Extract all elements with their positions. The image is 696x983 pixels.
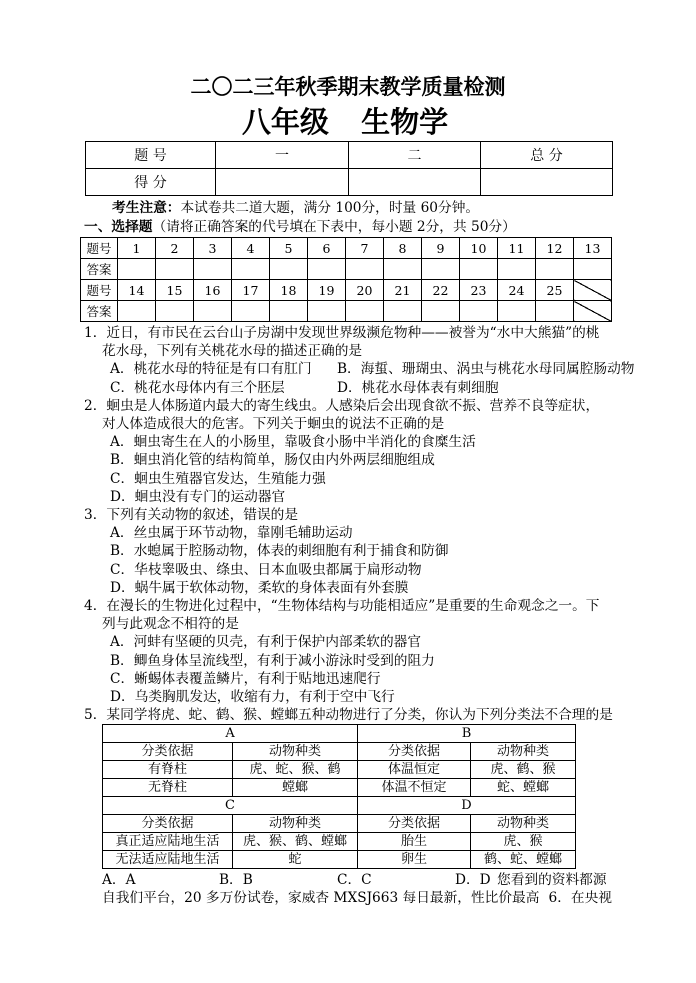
diagonal-slash-cell [574,301,612,322]
class-data-row [103,851,576,869]
class-data-row [103,779,576,797]
question-option: A．桃花水母的特征是有口有肛门 [110,361,312,377]
question-stem: 6．在央视 [548,890,612,906]
watermark-text: 您看到的资料都源 [497,872,607,888]
answer-blank-cell [574,259,612,280]
class-header-cell: 动物种类 [233,743,358,761]
group-label-cell: B [358,725,576,743]
section-one-instruction: （请将正确答案的代号填在下表中，每小题 2分，共 50分） [152,219,516,235]
score-table-header-row [86,142,613,169]
score-header-cell: 总 分 [481,142,613,169]
answer-blank-cell [308,259,346,280]
group-label-row [103,725,576,743]
group-label-cell: C [103,797,358,815]
class-basis-cell: 真正适应陆地生活 [103,833,233,851]
answer-number-cell: 9 [422,238,460,259]
question-option: A．河蚌有坚硬的贝壳，有利于保护内部柔软的器官 [110,634,422,650]
answer-blank-cell [422,259,460,280]
answer-number-cell: 13 [574,238,612,259]
class-header-cell: 分类依据 [358,743,471,761]
question-option: B．鲫鱼身体呈流线型，有利于减小游泳时受到的阻力 [110,653,435,669]
answer-blank-cell [118,259,156,280]
exam-title: 二〇二三年秋季期末教学质量检测 [190,74,506,99]
answer-number-cell: 20 [346,280,384,301]
score-header-cell: 二 [349,142,481,169]
question-stem: 4．在漫长的生物进化过程中，“生物体结构与功能相适应”是重要的生命观念之一。下 [84,598,600,614]
score-blank-cell [349,169,481,196]
class-animals-cell: 蛇 [233,851,358,869]
answer-table [80,237,612,322]
answer-number-cell: 16 [194,280,232,301]
answer-number-cell: 1 [118,238,156,259]
answer-blank-cell [194,259,232,280]
class-animals-cell: 鹤、蛇、螳螂 [471,851,576,869]
group-header-row [103,815,576,833]
answer-number-cell: 18 [270,280,308,301]
question-stem: 1．近日，有市民在云台山子房湖中发现世界级濒危物种——被誉为“水中大熊猫”的桃 [84,325,600,341]
class-animals-cell: 虎、鹤、猴 [471,761,576,779]
class-data-row [103,833,576,851]
answer-blank-cell [232,301,270,322]
answer-number-cell: 5 [270,238,308,259]
question-option: A．蛔虫寄生在人的小肠里，靠吸食小肠中半消化的食糜生活 [110,434,476,450]
answer-number-cell: 21 [384,280,422,301]
answer-number-cell: 2 [156,238,194,259]
answer-blank-cell [270,259,308,280]
question-option: C．桃花水母体内有三个胚层 [110,380,285,396]
answer-blank-cell [460,301,498,322]
answer-number-cell: 3 [194,238,232,259]
question-option: C．蜥蜴体表覆盖鳞片，有利于贴地迅速爬行 [110,671,381,687]
answer-number-cell: 24 [498,280,536,301]
answer-blank-cell [384,259,422,280]
question-option: C．C [337,872,372,888]
score-row-label: 得 分 [86,169,216,196]
answer-blank-cell [536,259,574,280]
class-basis-cell: 有脊柱 [103,761,233,779]
question-option: B．蛔虫消化管的结构简单，肠仅由内外两层细胞组成 [110,452,435,468]
notice-text: 本试卷共二道大题，满分 100分，时量 60分钟。 [180,200,480,216]
answer-blank-cell [498,259,536,280]
answer-blank-cell [308,301,346,322]
answer-number-row [81,238,612,259]
answer-number-cell: 14 [118,280,156,301]
question-option: C．华枝睾吸虫、绦虫、日本血吸虫都属于扁形动物 [110,562,422,578]
question-stem: 对人体造成很大的危害。下列关于蛔虫的说法不正确的是 [102,416,445,432]
answer-label-cell: 答案 [81,259,118,280]
number-label-cell: 题号 [81,280,118,301]
score-blank-cell [216,169,349,196]
class-basis-cell: 体温不恒定 [358,779,471,797]
class-basis-cell: 胎生 [358,833,471,851]
question-option: A．A [102,872,136,888]
answer-label-cell: 答案 [81,301,118,322]
exam-subtitle: 八年级 生物学 [241,105,449,139]
question-option: B．海蜇、珊瑚虫、涡虫与桃花水母同属腔肠动物 [337,361,635,377]
answer-blank-cell [118,301,156,322]
class-header-cell: 分类依据 [103,815,233,833]
score-blank-cell [481,169,613,196]
answer-number-cell: 17 [232,280,270,301]
question-stem: 5．某同学将虎、蛇、鹤、猴、螳螂五种动物进行了分类，你认为下列分类法不合理的是 [84,707,613,723]
section-one-heading [84,218,516,236]
answer-number-cell: 8 [384,238,422,259]
score-table-score-row [86,169,613,196]
answer-blank-cell [498,301,536,322]
class-header-cell: 分类依据 [103,743,233,761]
class-animals-cell: 虎、蛇、猴、鹤 [233,761,358,779]
class-header-cell: 分类依据 [358,815,471,833]
question-option: B．水螅属于腔肠动物，体表的刺细胞有利于捕食和防御 [110,543,449,559]
answer-blank-cell [536,301,574,322]
answer-number-cell: 19 [308,280,346,301]
answer-number-cell: 22 [422,280,460,301]
exam-notice [112,199,479,217]
answer-blank-cell [346,301,384,322]
question-stem: 花水母，下列有关桃花水母的描述正确的是 [102,343,363,359]
class-header-cell: 动物种类 [233,815,358,833]
diagonal-slash-cell [574,280,612,301]
watermark-text: 自我们平台，20 多万份试卷，家威杏 MXSJ663 每日最新，性比价最高 [102,890,540,906]
class-data-row [103,761,576,779]
class-animals-cell: 虎、猴 [471,833,576,851]
answer-blank-cell [156,259,194,280]
answer-blank-cell [384,301,422,322]
answer-blank-cell [156,301,194,322]
class-basis-cell: 卵生 [358,851,471,869]
answer-blank-cell [422,301,460,322]
group-label-cell: A [103,725,358,743]
number-label-cell: 题号 [81,238,118,259]
answer-blank-cell [346,259,384,280]
classification-table [102,724,576,869]
answer-number-row [81,280,612,301]
score-table [85,141,613,196]
question-option: D．桃花水母体表有刺细胞 [337,380,499,396]
question-option: D．乌类胸肌发达，收缩有力，有利于空中飞行 [110,689,395,705]
question-stem: 列与此观念不相符的是 [102,616,239,632]
class-animals-cell: 虎、猴、鹤、螳螂 [233,833,358,851]
answer-blank-cell [232,259,270,280]
question-stem: 2．蛔虫是人体肠道内最大的寄生线虫。人感染后会出现食欲不振、营养不良等症状， [84,398,600,414]
question-stem: 3．下列有关动物的叙述，错误的是 [84,507,299,523]
answer-number-cell: 12 [536,238,574,259]
question-option: A．丝虫属于环节动物，靠刚毛辅助运动 [110,525,353,541]
question-option: D．蜗牛属于软体动物，柔软的身体表面有外套膜 [110,580,409,596]
class-animals-cell: 螳螂 [233,779,358,797]
group-label-cell: D [358,797,576,815]
class-basis-cell: 体温恒定 [358,761,471,779]
group-header-row [103,743,576,761]
answer-number-cell: 11 [498,238,536,259]
class-header-cell: 动物种类 [471,815,576,833]
answer-blank-cell [460,259,498,280]
class-header-cell: 动物种类 [471,743,576,761]
score-header-cell: 一 [216,142,349,169]
notice-label: 考生注意： [112,200,181,216]
answer-number-cell: 7 [346,238,384,259]
section-one-label: 一、选择题 [84,219,153,235]
group-label-row [103,797,576,815]
answer-number-cell: 25 [536,280,574,301]
question-option: D．蛔虫没有专门的运动器官 [110,489,286,505]
class-animals-cell: 蛇、螳螂 [471,779,576,797]
answer-number-cell: 4 [232,238,270,259]
score-header-cell: 题 号 [86,142,216,169]
question-option: C．蛔虫生殖器官发达，生殖能力强 [110,471,326,487]
answer-blank-row [81,301,612,322]
answer-number-cell: 15 [156,280,194,301]
answer-number-cell: 6 [308,238,346,259]
answer-blank-cell [194,301,232,322]
question-option: B．B [219,872,253,888]
answer-blank-row [81,259,612,280]
answer-number-cell: 10 [460,238,498,259]
class-basis-cell: 无法适应陆地生活 [103,851,233,869]
class-basis-cell: 无脊柱 [103,779,233,797]
answer-number-cell: 23 [460,280,498,301]
question-option: D．D [455,872,491,888]
answer-blank-cell [270,301,308,322]
